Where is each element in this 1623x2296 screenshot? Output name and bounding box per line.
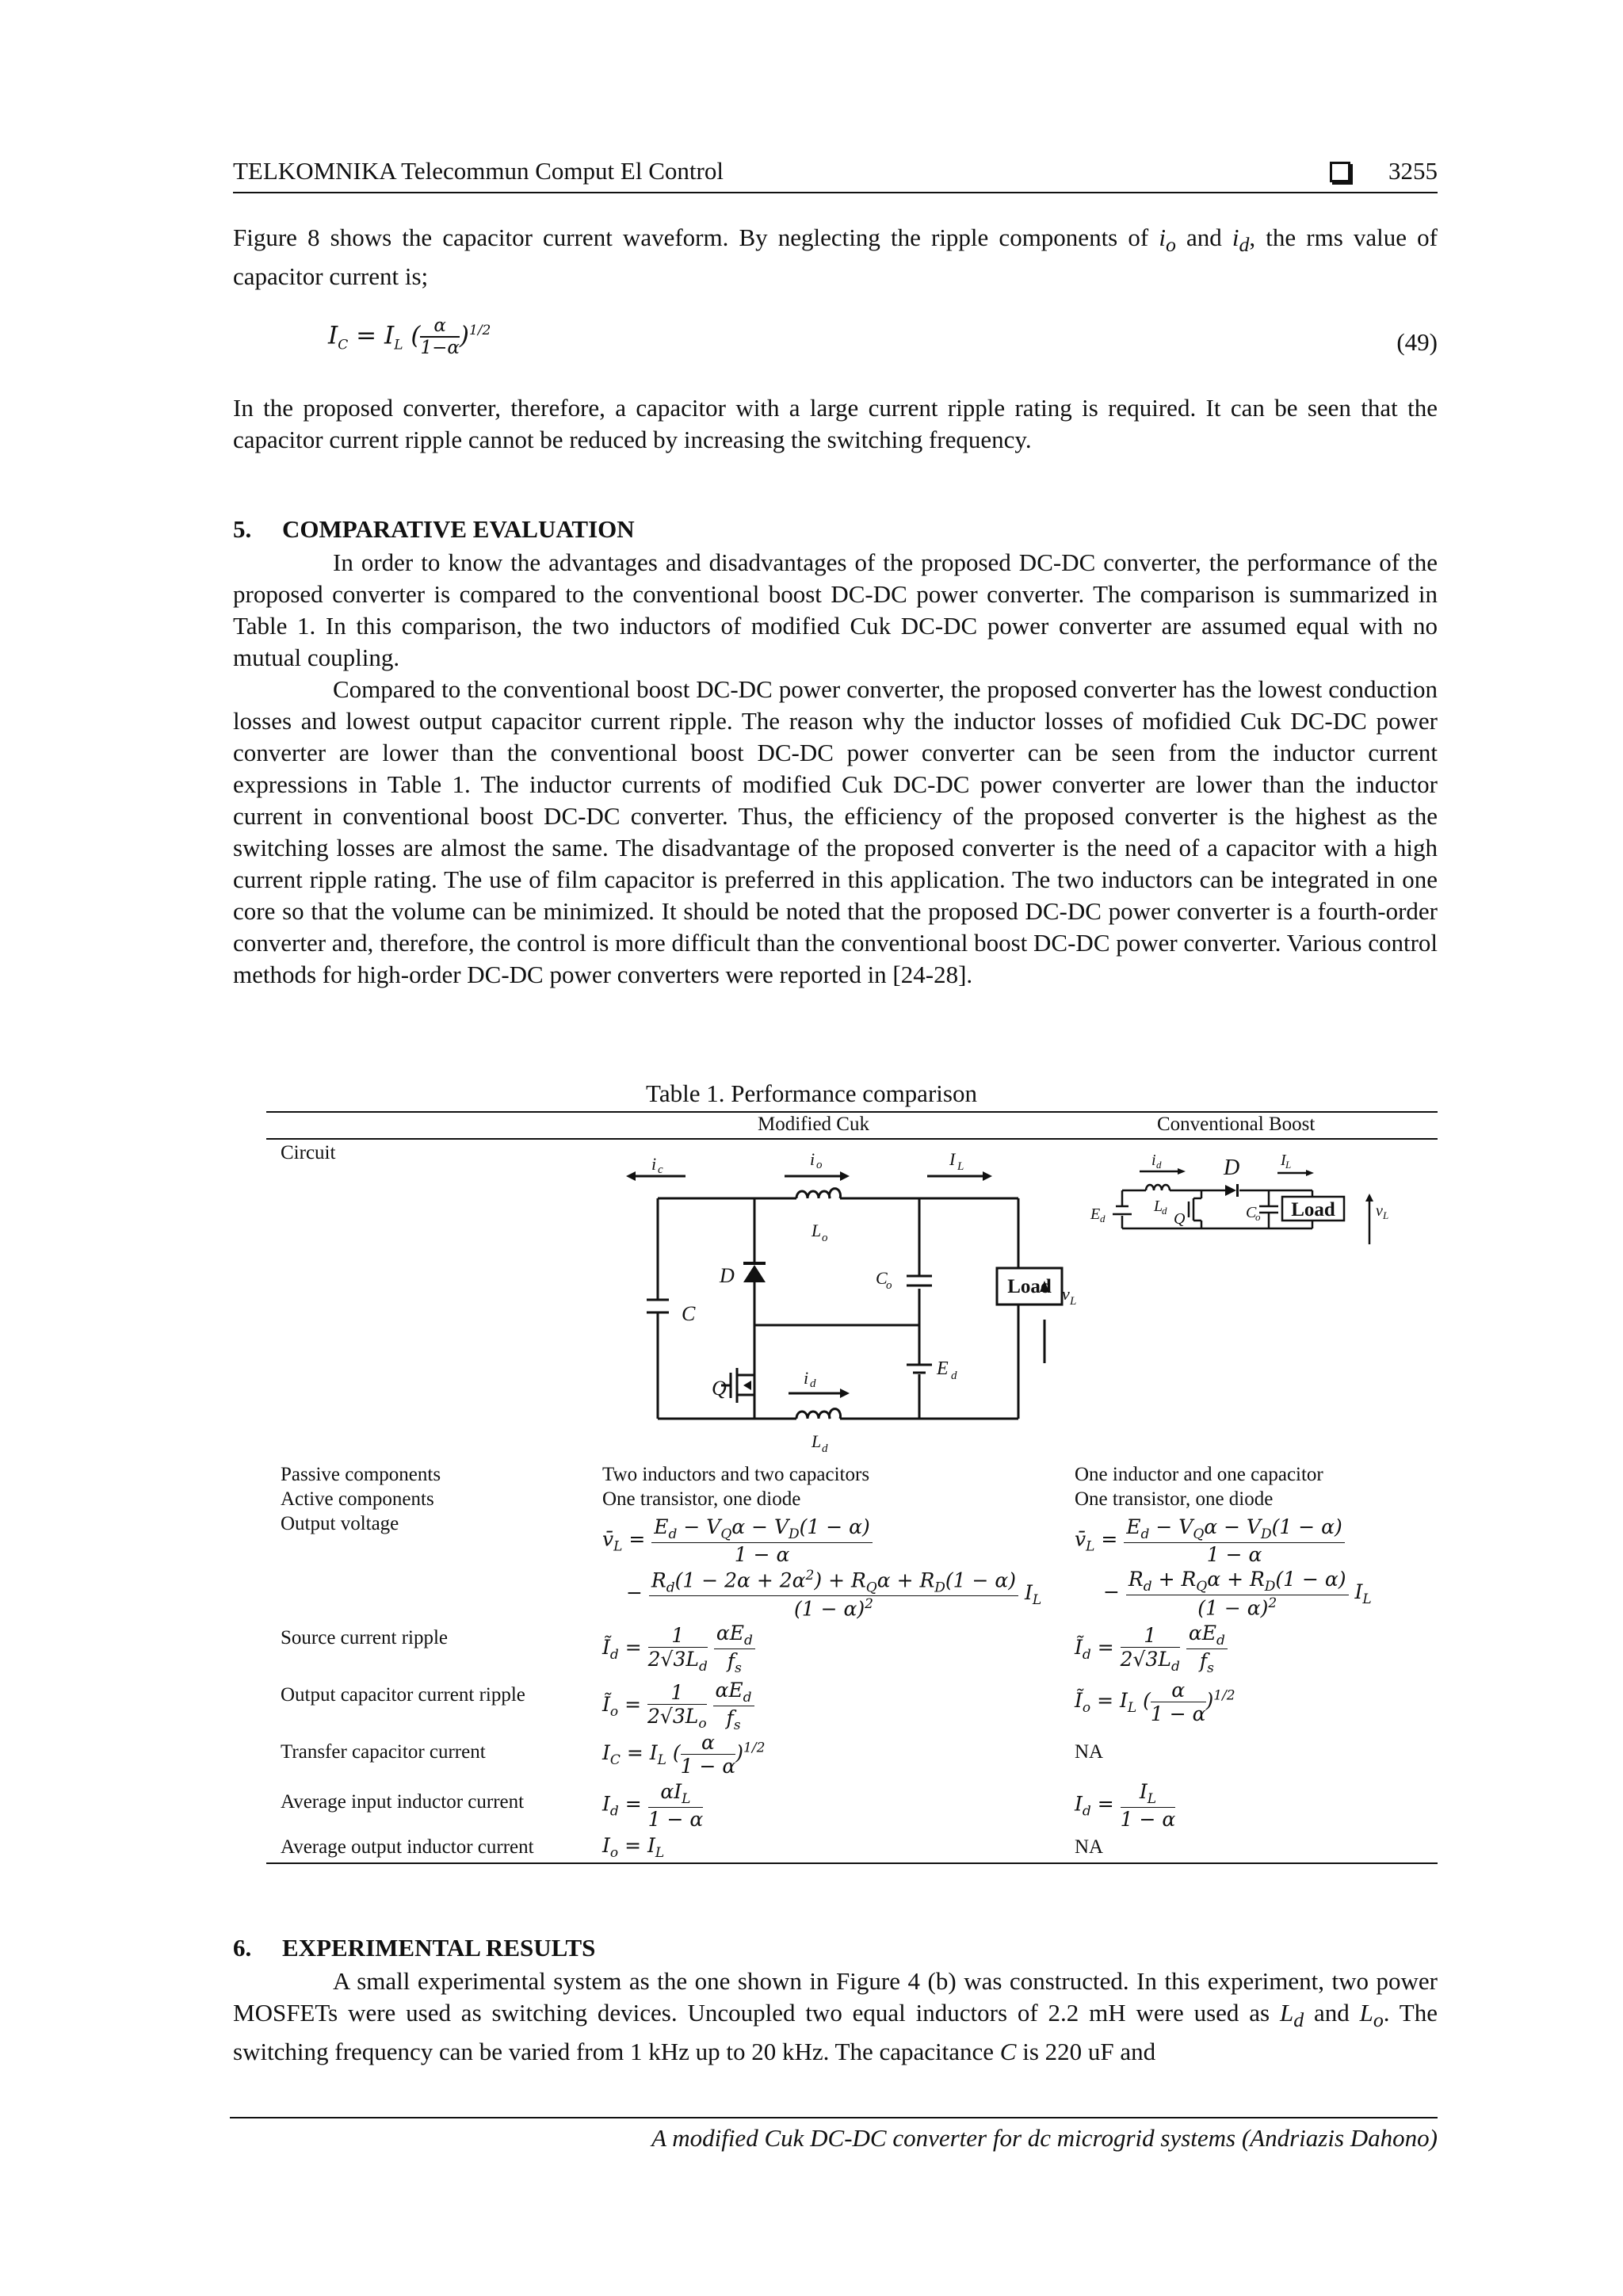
- cuk-active: One transistor, one diode: [602, 1488, 801, 1510]
- boost-avg-output: NA: [1075, 1836, 1104, 1858]
- row-label-circuit: Circuit: [281, 1142, 336, 1163]
- section-5-paragraph-2: Compared to the conventional boost DC-DC power converter, the proposed converter has the lowest conduction losses and lowest output capacitor current ripple. The reason why the inductor losses of mofidied Cuk DC-DC power converter are lower than the conventional boost DC-DC power converter can be seen from the inductor current expressions in Table 1. The inductor currents of modified Cuk DC-DC power converter are lower than the inductor current in conventional boost DC-DC converter. Thus, the efficiency of the proposed converter is the highest as the switching losses are almost the same. The disadvantage of the proposed converter is the need of a capacitor with a high current ripple rating. The use of film capacitor is preferred in this application. The two inductors can be integrated in one core so that the volume can be minimized. It should be noted that the proposed DC-DC power converter is a fourth-order converter and, therefore, the control is more difficult than the conventional boost DC-DC power converter. Various control methods for high-order DC-DC power converters were reported in [24-28].: [233, 675, 1438, 988]
- boost-avg-input-eq: $I_d$ = $\frac{I_L}{1 - \alpha}$: [1075, 1780, 1176, 1831]
- boost-source-ripple-eq: $Ĩ_d$ = $\frac{1}{2√3L_d}$ $\frac{\alpha E_d}{f_s}$: [1075, 1622, 1228, 1676]
- section-6-paragraph: A small experimental system as the one shown in Figure 4 (b) was constructed. In this experiment, two power MOSFETs were used as switching devices. Uncoupled two equal inductors of 2.2 mH were used as $L_d$ and $L_o$. The switching frequency can be varied from 1 kHz up to 20 kHz. The capacitance C is 220 uF and: [233, 1967, 1438, 2066]
- svg-text:c: c: [658, 1163, 663, 1176]
- label-ic: i: [651, 1154, 657, 1174]
- svg-text:L: L: [1154, 1198, 1163, 1215]
- cuk-transfer-current-eq: $I_C = I_L$ ( $\frac{\alpha}{1 - \alpha}$ )$^{1/2}$: [602, 1731, 766, 1778]
- boost-output-voltage-eq-2: − $\frac{R_d + R_Q\alpha + R_D(1 - \alpha)}{(1 - \alpha)^2}$ $I_L$: [1103, 1568, 1372, 1620]
- svg-text:C: C: [1246, 1204, 1257, 1221]
- row-label-avg-input: Average input inductor current: [281, 1791, 525, 1813]
- svg-text:L: L: [1383, 1209, 1389, 1221]
- svg-text:i: i: [1151, 1152, 1156, 1169]
- label-Q: Q: [712, 1377, 727, 1400]
- svg-text:v: v: [1376, 1202, 1383, 1220]
- boost-transfer-current: NA: [1075, 1741, 1104, 1763]
- row-label-source-ripple: Source current ripple: [281, 1627, 449, 1648]
- cuk-passive: Two inductors and two capacitors: [602, 1464, 870, 1485]
- section-6-heading: 6. EXPERIMENTAL RESULTS: [233, 1934, 596, 1962]
- column-header-conventional-boost: Conventional Boost: [1157, 1114, 1316, 1135]
- svg-text:d: d: [1156, 1159, 1162, 1171]
- svg-text:L: L: [1285, 1159, 1292, 1171]
- svg-text:d: d: [951, 1370, 957, 1382]
- footer-rule: [230, 2117, 1438, 2118]
- svg-text:L: L: [1070, 1295, 1077, 1308]
- svg-text:E: E: [1090, 1205, 1101, 1223]
- svg-text:Load: Load: [1291, 1199, 1335, 1221]
- label-D: D: [720, 1264, 735, 1287]
- label-Lo: L: [812, 1221, 822, 1240]
- equation-49: $I_C = I_L$ ( $\frac{\alpha}{1-\alpha}$ )$^{1/2}$: [328, 315, 491, 358]
- capacitor-ripple-paragraph: In the proposed converter, therefore, a capacitor with a large current ripple rating is required. It can be seen that the capacitor current ripple cannot be reduced by increasing the switching frequency.: [233, 394, 1438, 453]
- label-io: i: [810, 1149, 815, 1169]
- cuk-source-ripple-eq: $Ĩ_d$ = $\frac{1}{2√3L_d}$ $\frac{\alpha E_d}{f_s}$: [602, 1622, 755, 1676]
- modified-cuk-circuit-diagram: [602, 1141, 1078, 1458]
- label-vL: v: [1062, 1284, 1070, 1304]
- section-5-paragraph-1: In order to know the advantages and disadvantages of the proposed DC-DC converter, the performance of the proposed converter is compared to the conventional boost DC-DC power converter. The comparison is summarized in Table 1. In this comparison, the two inductors of modified Cuk DC-DC power converter are assumed equal with no mutual coupling.: [233, 548, 1438, 671]
- label-Ld: L: [812, 1431, 822, 1451]
- conventional-boost-circuit-diagram: [1075, 1141, 1407, 1260]
- load-label: Load: [1007, 1276, 1052, 1297]
- svg-text:I: I: [1281, 1152, 1286, 1169]
- row-label-passive: Passive components: [281, 1464, 441, 1485]
- svg-text:D: D: [1224, 1156, 1240, 1180]
- boost-active: One transistor, one diode: [1075, 1488, 1274, 1510]
- boost-output-ripple-eq: $Ĩ_o = I_L$ ( $\frac{\alpha}{1 - \alpha}$ )$^{1/2}$: [1075, 1679, 1235, 1725]
- svg-text:d: d: [1100, 1213, 1106, 1224]
- row-label-active: Active components: [281, 1488, 434, 1510]
- svg-text:o: o: [816, 1159, 823, 1171]
- row-label-transfer-current: Transfer capacitor current: [281, 1741, 486, 1763]
- svg-text:o: o: [1255, 1211, 1261, 1223]
- label-C: C: [682, 1302, 696, 1325]
- cuk-output-voltage-eq: $v̄_L$ = $\frac{E_d - V_Q\alpha - V_D(1 - \alpha)}{1 - \alpha}$: [602, 1515, 873, 1566]
- cuk-output-voltage-eq-2: − $\frac{R_d(1 - 2\alpha + 2\alpha^2) + R_Q\alpha + R_D(1 - \alpha)}{(1 - \alpha)^2}$ $I_L$: [626, 1568, 1042, 1621]
- label-IL: I: [949, 1149, 956, 1169]
- svg-text:o: o: [886, 1279, 892, 1292]
- svg-text:Q: Q: [1174, 1210, 1186, 1228]
- svg-text:d: d: [1162, 1205, 1167, 1217]
- section-5-heading: 5. COMPARATIVE EVALUATION: [233, 515, 635, 543]
- intro-paragraph: Figure 8 shows the capacitor current waveform. By neglecting the ripple components of $i_o$ and $i_d$, the rms value of capacitor current is;: [233, 223, 1438, 291]
- equation-number: (49): [1396, 328, 1438, 356]
- row-label-output-ripple: Output capacitor current ripple: [281, 1684, 525, 1706]
- row-label-output-voltage: Output voltage: [281, 1513, 399, 1534]
- label-Co: C: [876, 1268, 888, 1288]
- page-number: 3255: [1388, 157, 1438, 185]
- table-bottom-rule: [266, 1862, 1438, 1864]
- running-header: [233, 155, 1438, 193]
- table-caption: Table 1. Performance comparison: [646, 1079, 977, 1107]
- boost-passive: One inductor and one capacitor: [1075, 1464, 1323, 1485]
- label-id: i: [804, 1368, 809, 1388]
- svg-text:d: d: [810, 1377, 816, 1390]
- cuk-avg-input-eq: $I_d$ = $\frac{\alpha I_L}{1 - \alpha}$: [602, 1780, 704, 1831]
- row-label-avg-output: Average output inductor current: [281, 1836, 534, 1858]
- boost-output-voltage-eq: $v̄_L$ = $\frac{E_d - V_Q\alpha - V_D(1 - \alpha)}{1 - \alpha}$: [1075, 1515, 1345, 1566]
- svg-text:d: d: [822, 1442, 828, 1455]
- svg-text:o: o: [822, 1232, 828, 1244]
- column-header-modified-cuk: Modified Cuk: [758, 1114, 869, 1135]
- svg-text:L: L: [957, 1160, 964, 1173]
- label-Ed: E: [937, 1358, 949, 1379]
- square-bullet-icon: [1330, 162, 1350, 182]
- cuk-avg-output-eq: $I_o = I_L$: [602, 1834, 665, 1861]
- cuk-output-ripple-eq: $Ĩ_o$ = $\frac{1}{2√3L_o}$ $\frac{\alpha E_d}{f_s}$: [602, 1679, 754, 1733]
- running-footer: A modified Cuk DC-DC converter for dc microgrid systems (Andriazis Dahono): [651, 2124, 1438, 2152]
- table-header-rule: [266, 1138, 1438, 1140]
- journal-title: TELKOMNIKA Telecommun Comput El Control: [233, 157, 724, 185]
